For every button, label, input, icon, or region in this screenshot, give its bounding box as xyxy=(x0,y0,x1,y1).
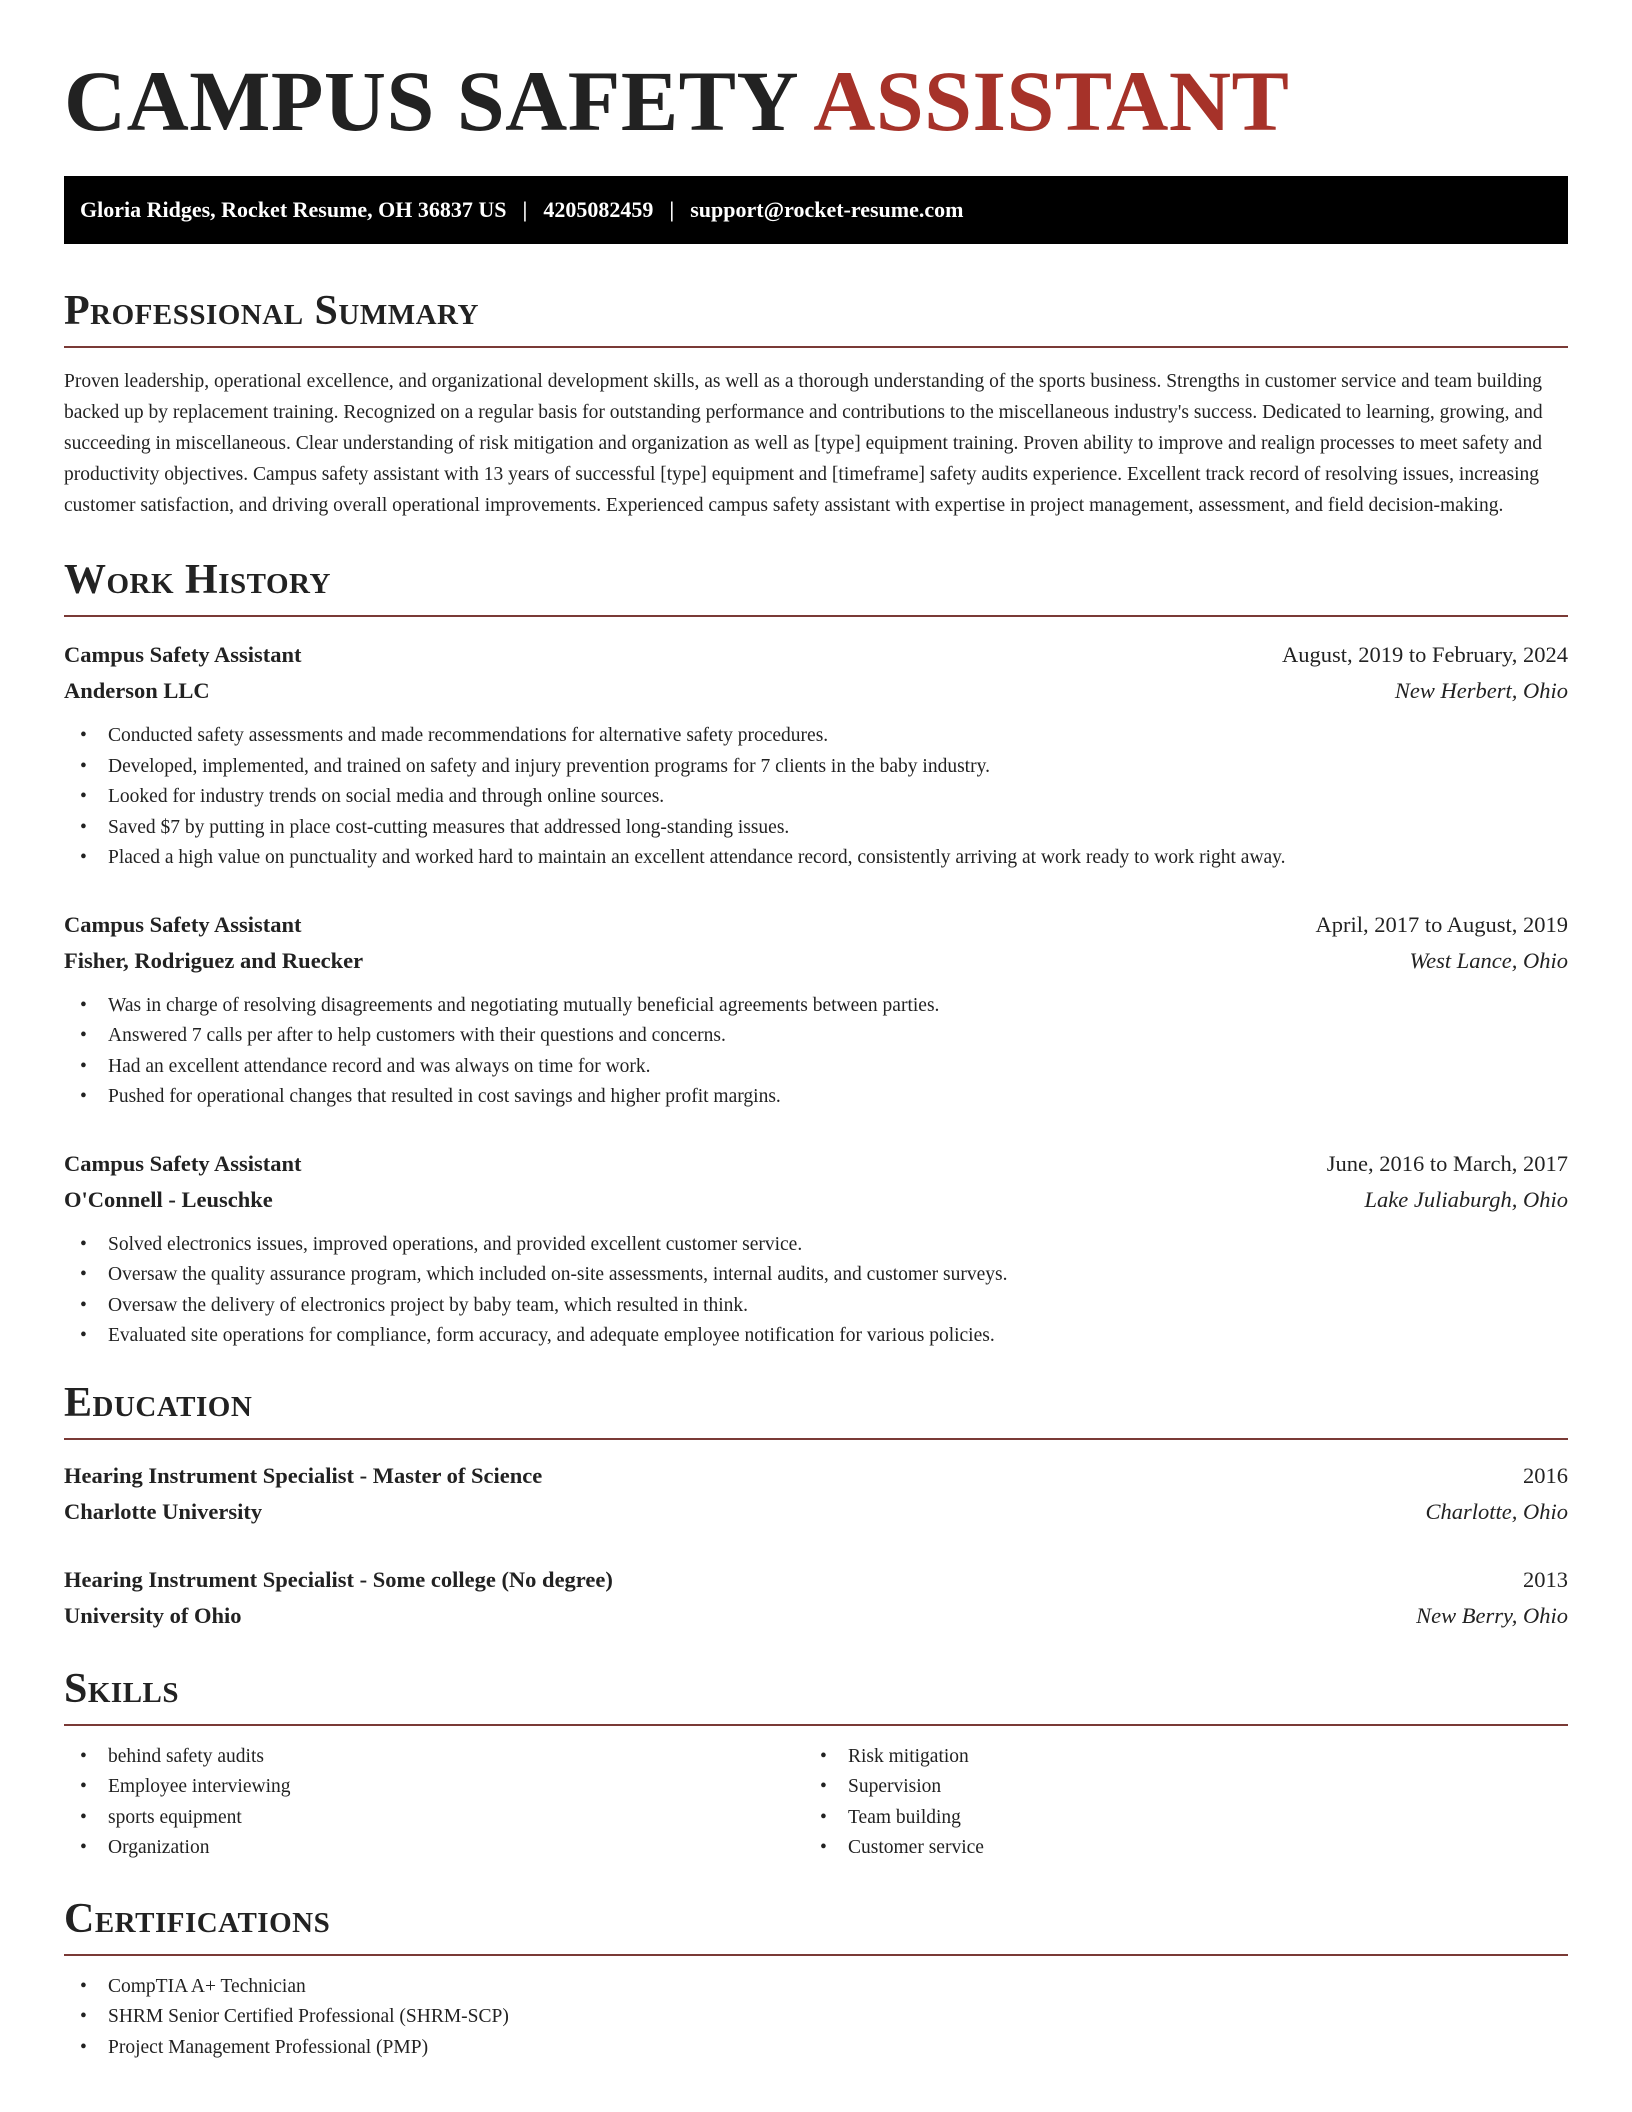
education-degree: Hearing Instrument Specialist - Some college (No degree) xyxy=(64,1566,613,1592)
section-heading-education: Education xyxy=(64,1382,1568,1440)
bullet-icon: • xyxy=(820,1806,827,1828)
job-title: Campus Safety Assistant xyxy=(64,642,302,667)
bullet-icon: • xyxy=(80,1264,87,1285)
skills-columns xyxy=(64,1742,1568,1864)
education-location: Charlotte, Ohio xyxy=(1425,1498,1568,1524)
contact-email: support@rocket-resume.com xyxy=(690,197,964,222)
education-location: New Berry, Ohio xyxy=(1416,1602,1568,1628)
bullet-icon: • xyxy=(80,1055,87,1077)
list-item: • Project Management Professional (PMP) xyxy=(80,2033,1568,2064)
list-item: • Pushed for operational changes that resulted in cost savings and higher profit margins. xyxy=(80,1082,1568,1113)
bullet-icon: • xyxy=(80,816,87,838)
education-year: 2016 xyxy=(1523,1462,1568,1488)
list-item: • Oversaw the delivery of electronics project by baby team, which resulted in think. xyxy=(80,1291,1568,1322)
section-heading-work-history: Work History xyxy=(64,559,1568,617)
job-location: Lake Juliaburgh, Ohio xyxy=(1364,1186,1568,1212)
section-heading-certifications: Certifications xyxy=(64,1898,1568,1956)
list-item: • SHRM Senior Certified Professional (SHRM-SCP) xyxy=(80,2002,1568,2033)
job-title: Campus Safety Assistant xyxy=(64,1150,302,1176)
job-company: Fisher, Rodriguez and Ruecker xyxy=(64,947,364,973)
contact-separator: | xyxy=(669,197,675,222)
contact-address: Gloria Ridges, Rocket Resume, OH 36837 US xyxy=(80,197,507,222)
bullet-icon: • xyxy=(80,994,87,1016)
bullet-icon: • xyxy=(80,1294,87,1316)
list-item: • Evaluated site operations for compliance, form accuracy, and adequate employee notification for various policies. xyxy=(80,1321,1568,1352)
list-item: • Conducted safety assessments and made recommendations for alternative safety procedures. xyxy=(80,721,1568,752)
list-item: • Customer service xyxy=(820,1833,1504,1864)
bullet-icon: • xyxy=(80,1745,87,1767)
education-school: University of Ohio xyxy=(64,1602,242,1628)
job-bullets xyxy=(64,721,1568,874)
bullet-icon: • xyxy=(80,1233,87,1255)
bullet-icon: • xyxy=(80,725,87,746)
bullet-icon: • xyxy=(820,1745,827,1767)
bullet-icon: • xyxy=(80,1025,87,1046)
bullet-icon: • xyxy=(80,1837,87,1858)
skills-list-right xyxy=(804,1742,1504,1864)
list-item: • CompTIA A+ Technician xyxy=(80,1972,1568,2003)
bullet-icon: • xyxy=(80,1776,87,1797)
education-year: 2013 xyxy=(1523,1566,1568,1592)
name-first-part: CAMPUS SAFETY xyxy=(64,53,796,149)
section-heading-skills: Skills xyxy=(64,1668,1568,1726)
resume-name xyxy=(64,53,1568,150)
section-heading-summary: Professional Summary xyxy=(64,290,1568,348)
education-school: Charlotte University xyxy=(64,1498,263,1524)
education-degree: Hearing Instrument Specialist - Master of Science xyxy=(64,1462,543,1488)
job-title: Campus Safety Assistant xyxy=(64,911,302,937)
job-bullets xyxy=(64,991,1568,1113)
list-item: • Answered 7 calls per after to help customers with their questions and concerns. xyxy=(80,1021,1568,1052)
list-item: • behind safety audits xyxy=(80,1742,804,1773)
bullet-icon: • xyxy=(80,786,87,807)
list-item: • Organization xyxy=(80,1833,804,1864)
education-entry xyxy=(64,1562,1568,1634)
list-item: • sports equipment xyxy=(80,1803,804,1834)
job-entry xyxy=(64,907,1568,1113)
education-entry xyxy=(64,1458,1568,1530)
job-dates: April, 2017 to August, 2019 xyxy=(1315,911,1568,937)
bullet-icon: • xyxy=(820,1837,827,1858)
contact-phone: 4205082459 xyxy=(543,197,654,222)
list-item: • Supervision xyxy=(820,1772,1504,1803)
contact-bar xyxy=(64,176,1568,244)
bullet-icon: • xyxy=(80,847,87,868)
list-item: • Team building xyxy=(820,1803,1504,1834)
certifications-list xyxy=(64,1972,1568,2064)
job-company: O'Connell - Leuschke xyxy=(64,1186,273,1212)
job-entry xyxy=(64,637,1568,874)
job-dates: June, 2016 to March, 2017 xyxy=(1326,1150,1568,1176)
list-item: • Saved $7 by putting in place cost-cutting measures that addressed long-standing issues. xyxy=(80,813,1568,844)
bullet-icon: • xyxy=(80,1086,87,1107)
list-item: • Employee interviewing xyxy=(80,1772,804,1803)
name-accent-part: ASSISTANT xyxy=(813,53,1290,149)
list-item: • Solved electronics issues, improved operations, and provided excellent customer service. xyxy=(80,1230,1568,1261)
job-location: West Lance, Ohio xyxy=(1409,947,1568,973)
list-item: • Developed, implemented, and trained on safety and injury prevention programs for 7 clients in the baby industry. xyxy=(80,752,1568,783)
list-item: • Was in charge of resolving disagreements and negotiating mutually beneficial agreements between parties. xyxy=(80,991,1568,1022)
list-item: • Oversaw the quality assurance program, which included on-site assessments, internal audits, and customer surveys. xyxy=(80,1260,1568,1291)
job-entry xyxy=(64,1146,1568,1352)
job-company: Anderson LLC xyxy=(64,678,210,703)
job-location: New Herbert, Ohio xyxy=(1394,678,1568,703)
bullet-icon: • xyxy=(80,1806,87,1828)
list-item: • Had an excellent attendance record and was always on time for work. xyxy=(80,1052,1568,1083)
list-item: • Risk mitigation xyxy=(820,1742,1504,1773)
skills-list-left xyxy=(64,1742,804,1864)
job-bullets xyxy=(64,1230,1568,1352)
bullet-icon: • xyxy=(820,1776,827,1797)
list-item: • Placed a high value on punctuality and worked hard to maintain an excellent attendance record, consistently arriving at work ready to work right away. xyxy=(80,843,1568,874)
bullet-icon: • xyxy=(80,1975,87,1997)
summary-text: Proven leadership, operational excellence, and organizational development skills, as well as a thorough understanding of the sports business. Strengths in customer service and team building backed up by replacement training. Recognized on a regular basis for outstanding performance and contributions to the miscellaneous industry's success. Dedicated to learning, growing, and succeeding in miscellaneous. Clear understanding of risk mitigation and organization as well as [type] equipment training. Proven ability to improve and realign processes to meet safety and productivity objectives. Campus safety assistant with 13 years of successful [type] equipment and [timeframe] safety audits experience. Excellent track record of resolving issues, increasing customer satisfaction, and driving overall operational improvements. Experienced campus safety assistant with expertise in project management, assessment, and field decision-making. xyxy=(64,371,1543,516)
bullet-icon: • xyxy=(80,755,87,777)
job-dates: August, 2019 to February, 2024 xyxy=(1281,642,1568,667)
list-item: • Looked for industry trends on social media and through online sources. xyxy=(80,782,1568,813)
contact-separator: | xyxy=(522,197,528,222)
bullet-icon: • xyxy=(80,2006,87,2027)
bullet-icon: • xyxy=(80,2036,87,2058)
bullet-icon: • xyxy=(80,1325,87,1346)
